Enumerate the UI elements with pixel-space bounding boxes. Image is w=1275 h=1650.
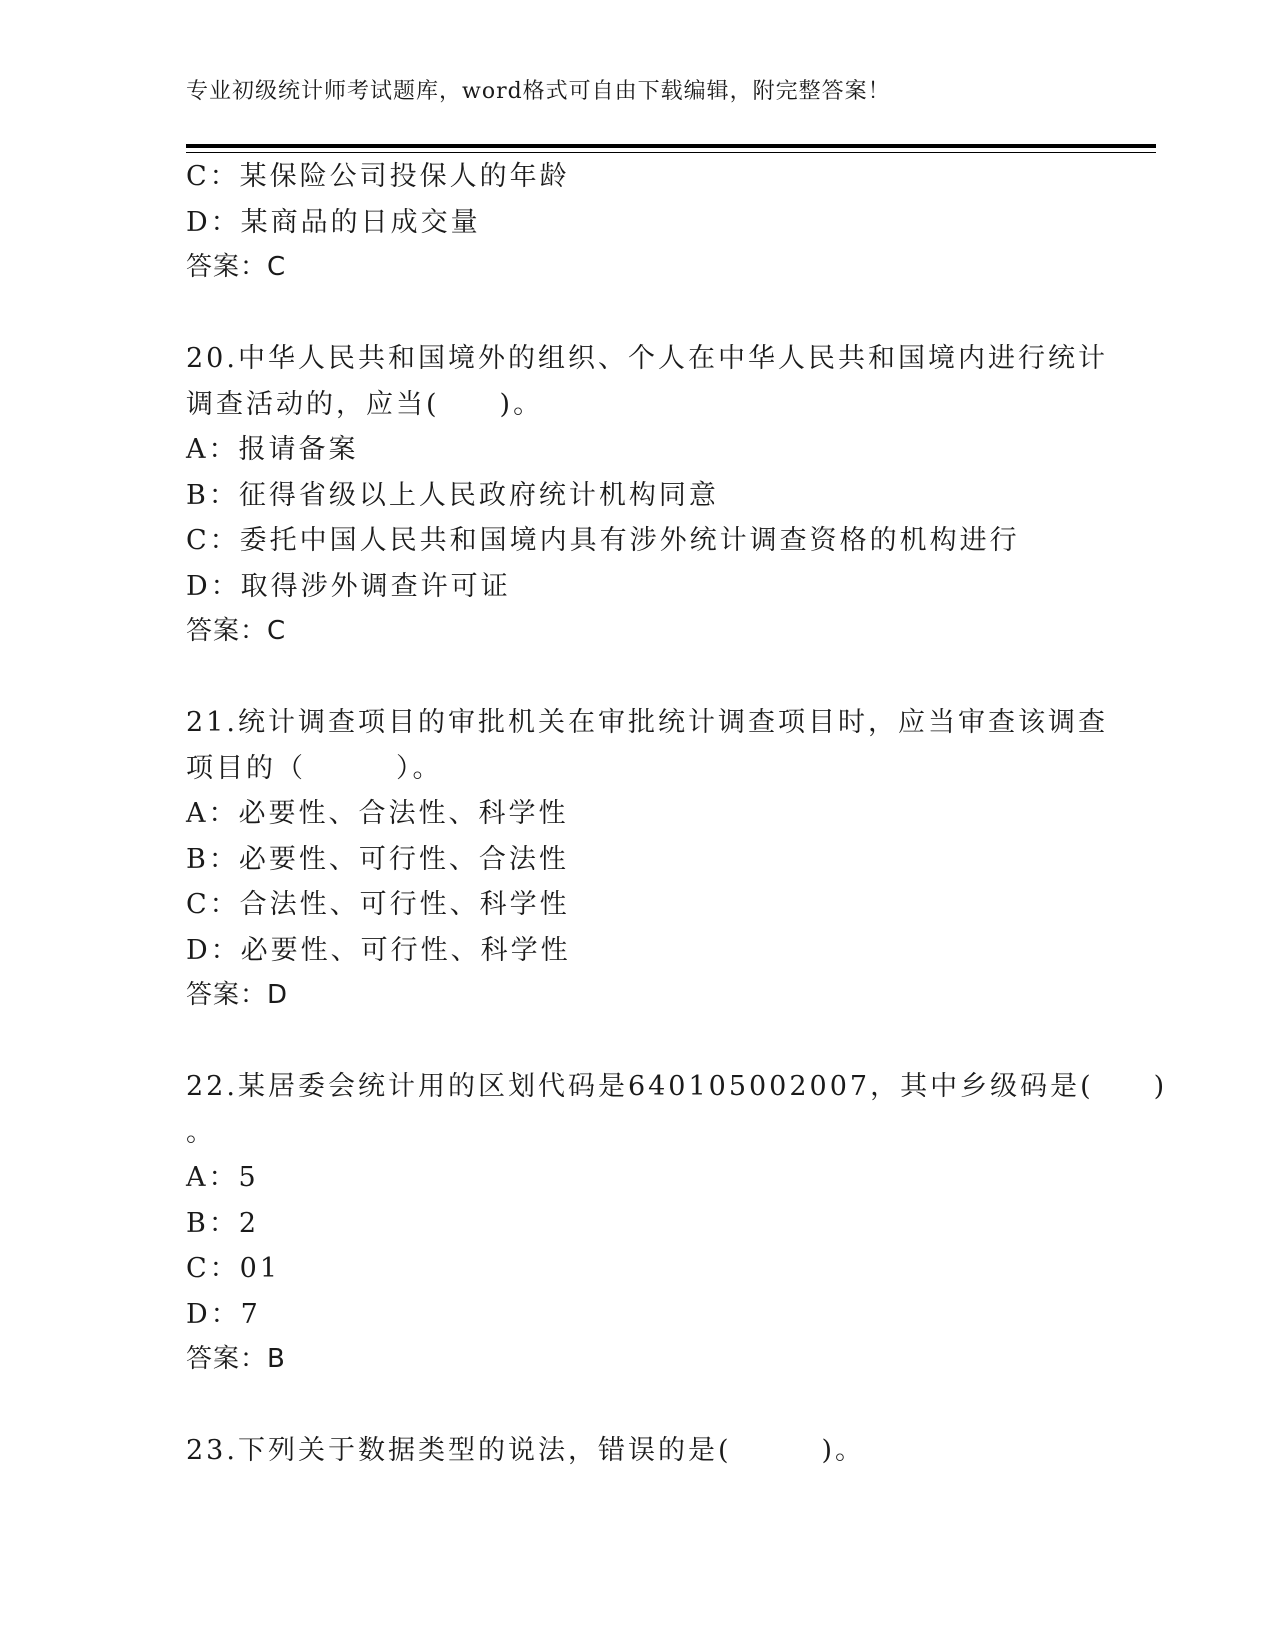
option-d: D：7 (186, 1298, 261, 1330)
option-a: A：报请备案 (186, 434, 359, 465)
answer-label: 答案：B (186, 1344, 286, 1374)
spacer (186, 1019, 1156, 1065)
question-22-line-1: 22.某居委会统计用的区划代码是640105002007，其中乡级码是( ) (186, 1071, 1168, 1102)
option-b: B：2 (186, 1207, 260, 1239)
option-d: D：取得涉外调查许可证 (186, 570, 511, 602)
option-d: D：必要性、可行性、科学性 (186, 934, 571, 966)
question-21-line-1: 21.统计调查项目的审批机关在审批统计调查项目时，应当审查该调查 (186, 707, 1108, 738)
header-rule-thin (186, 152, 1156, 153)
option-c: C：01 (186, 1253, 281, 1284)
question-20-line-2: 调查活动的，应当( )。 (186, 388, 544, 420)
option-a: A：必要性、合法性、科学性 (186, 798, 569, 829)
answer-label: 答案：D (186, 980, 289, 1010)
question-22-line-2: 。 (186, 1116, 216, 1148)
answer-label: 答案：C (186, 616, 287, 646)
option-c: C：合法性、可行性、科学性 (186, 889, 570, 920)
spacer (186, 1383, 1156, 1429)
header-rule-thick (186, 144, 1156, 148)
option-b: B：必要性、可行性、合法性 (186, 843, 569, 875)
question-23-line-1: 23.下列关于数据类型的说法，错误的是( )。 (186, 1435, 866, 1466)
question-20-line-1: 20.中华人民共和国境外的组织、个人在中华人民共和国境内进行统计 (186, 343, 1108, 374)
option-b: B：征得省级以上人民政府统计机构同意 (186, 479, 719, 511)
answer-label: 答案：C (186, 252, 287, 282)
option-c: C：委托中国人民共和国境内具有涉外统计调查资格的机构进行 (186, 525, 1020, 556)
question-content (186, 154, 1168, 1474)
option-c: C：某保险公司投保人的年龄 (186, 161, 570, 192)
spacer (186, 655, 1156, 701)
page-header: 专业初级统计师考试题库，word格式可自由下载编辑，附完整答案！ (186, 79, 891, 104)
question-21-line-2: 项目的（ ）。 (186, 752, 443, 784)
option-d: D：某商品的日成交量 (186, 206, 481, 238)
spacer (186, 291, 1156, 337)
option-a: A：5 (186, 1162, 259, 1193)
